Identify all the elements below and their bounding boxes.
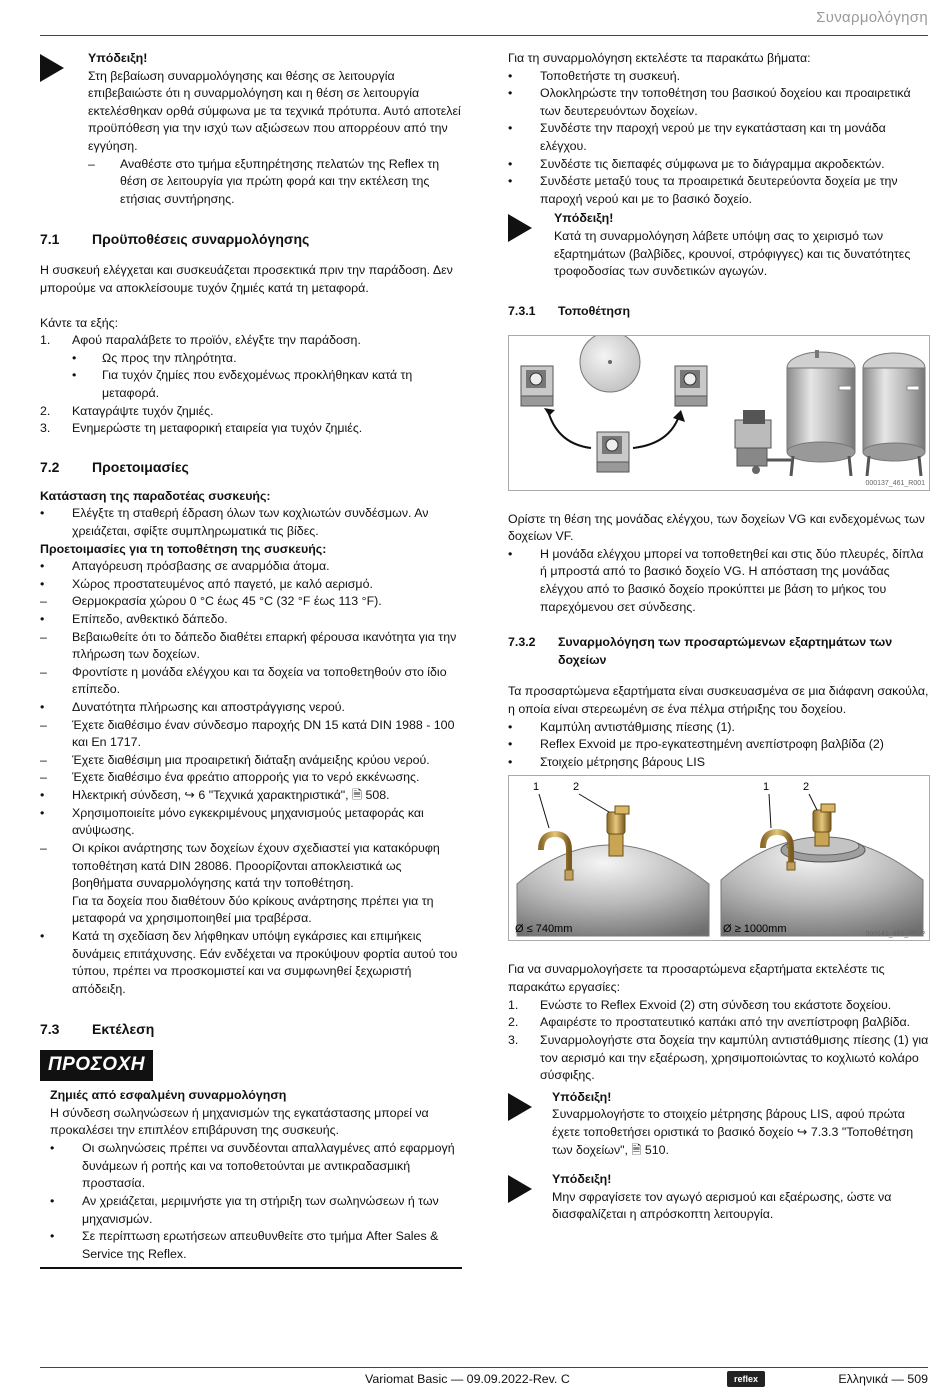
placement-text: Ορίστε τη θέση της μονάδας ελέγχου, των δοχείων VG και ενδεχομένως των δοχείων VF. — [508, 511, 925, 544]
list-item — [508, 1032, 930, 1085]
list-item: • Αν χρειάζεται, μεριμνήστε για τη στήριξη των σωληνώσεων ή των μηχανισμών. — [50, 1193, 462, 1228]
list-item: – Βεβαιωθείτε ότι το δάπεδο διαθέτει επαρκή φέρουσα ικανότητα για την πλήρωση των δοχείων. — [40, 629, 462, 664]
prep-heading: Προετοιμασίες για τη τοποθέτηση της συσκευής: — [40, 541, 327, 556]
diameter-small-label: Ø ≤ 740mm — [515, 923, 573, 936]
note-text[interactable]: Συναρμολογήστε το στοιχείο μέτρησης βάρους LIS, αφού πρώτα έχετε τοποθετήσει οριστικά το βασικό δοχείο ↪ 7.3.3 "Τοποθέτηση των δοχείων", 🗎 510. — [552, 1107, 914, 1157]
list-item — [508, 1014, 930, 1032]
right-column — [508, 50, 930, 1224]
section-number: 7.1 — [40, 231, 60, 248]
list-item — [40, 420, 462, 438]
section-number: 7.3 — [40, 1021, 60, 1038]
leader-line — [539, 794, 549, 828]
list-item: – Έχετε διαθέσιμο έναν σύνδεσμο παροχής DN 15 κατά DIN 1988 - 100 και En 1717. — [40, 717, 462, 752]
note-title: Υπόδειξη! — [552, 1172, 612, 1187]
list-item: • Οι σωληνώσεις πρέπει να συνδέονται απαλλαγμένες από εφαρμογή δυνάμεων ή ροπής και να τοποθετούνται με αντικραδασμική προστασία. — [50, 1140, 462, 1193]
list-item: • Ελέγξτε τη σταθερή έδραση όλων των κοχλιωτών συνδέσμων. Αν χρειάζεται, σφίξτε συμπληρωματικά τις βίδες. — [40, 505, 462, 540]
list-item: • Δυνατότητα πλήρωσης και αποστράγγισης νερού. — [40, 699, 462, 717]
page-header — [0, 0, 950, 36]
list-item: • Reflex Exvoid με προ-εγκατεστημένη ανεπίστροφη βαλβίδα (2) — [508, 736, 930, 754]
list-item: • Για τυχόν ζημίες που ενδεχομένως προκλήθηκαν κατά τη μεταφορά. — [40, 367, 462, 402]
list-item: • Επίπεδο, ανθεκτικό δάπεδο. — [40, 611, 462, 629]
header-rule — [40, 35, 928, 36]
footer-rule — [40, 1367, 928, 1368]
reflex-logo: reflex — [727, 1371, 765, 1387]
note-text: Μην σφραγίσετε τον αγωγό αερισμού και εξαέρωσης, ώστε να διασφαλίζεται η απρόσκοπτη λειτουργία. — [552, 1189, 892, 1222]
step-text: Συναρμολογήστε στα δοχεία την καμπύλη αντιστάθμισης πίεσης (1) για τον αερισμό και την εξαέρωση, χρησιμοποιώντας το κοχλιωτό κολάρο σύσφιξης. — [540, 1032, 929, 1083]
leader-line — [769, 794, 771, 828]
header-section-title: Συναρμολόγηση — [816, 9, 928, 26]
list-item: • Κατά τη σχεδίαση δεν λήφθηκαν υπόψη εγκάρσιες και επιμήκεις δυνάμεις επιτάχυνσης. Εάν ενδέχεται να προκύψουν φορτία αυτού του τύπου, πρέπει να προσκομιστεί και να συμφωνηθεί ξεχωριστή απόδειξη. — [40, 928, 462, 998]
list-item: • Συνδέστε μεταξύ τους τα προαιρετικά δευτερεύοντα δοχεία με την παροχή νερού και με το βασικό δοχείο. — [508, 173, 930, 208]
vessel-vg — [787, 350, 855, 476]
section-7-3-heading — [40, 1020, 462, 1040]
step-text: Αφού παραλάβετε το προϊόν, ελέγξτε την παράδοση. — [72, 333, 361, 348]
note-arrow-icon — [508, 214, 532, 242]
electrical-link-item[interactable]: • Ηλεκτρική σύνδεση, ↪ 6 "Τεχνικά χαρακτηριστικά", 🗎 508. — [40, 787, 462, 805]
steps-intro: Για τη συναρμολόγηση εκτελέστε τα παρακάτω βήματα: — [508, 51, 811, 65]
section-number: 7.2 — [40, 458, 60, 475]
list-item: • Συνδέστε τις διεπαφές σύμφωνα με το διάγραμμα ακροδεκτών. — [508, 156, 930, 174]
vessel-vf — [863, 353, 925, 476]
section-number: 7.3.1 — [508, 303, 536, 318]
list-item: • Καμπύλη αντιστάθμισης πίεσης (1). — [508, 719, 930, 737]
placement-illustration — [509, 336, 929, 490]
control-unit-front — [597, 432, 629, 472]
list-item: – Έχετε διαθέσιμο ένα φρεάτιο απορροής για το νερό εκκένωσης. — [40, 769, 462, 787]
work-intro: Για να συναρμολογήσετε τα προσαρτώμενα εξαρτήματα εκτελέστε τις παρακάτω εργασίες: — [508, 962, 885, 995]
attachments-figure — [508, 775, 930, 941]
note-text: Στη βεβαίωση συναρμολόγησης και θέσης σε λειτουργία επιβεβαιώστε ότι η συναρμολόγηση και η θέση σε λειτουργία εκτελέσθηκαν ορθά σύμφωνα με τα τεχνικά πρότυπα. Αυτό αποτελεί προϋπόθεση για την ισχύ των αξιώσεων που απορρέουν από την εγγύηση. — [88, 68, 461, 154]
placement-arrow — [633, 416, 679, 448]
list-item: • Χρησιμοποιείτε μόνο εγκεκριμένους μηχανισμούς μεταφοράς και ανύψωσης. — [40, 805, 462, 840]
section-7-1-heading — [40, 230, 462, 250]
figure-code: 000141_461_R00? — [865, 930, 925, 938]
step-number: 3. — [508, 1032, 519, 1047]
traverse-note: Για τα δοχεία που διαθέτουν δύο κρίκους ανάρτησης πρέπει για τη μεταφορά να χρησιμοποιηθεί μια τραβέρσα. — [72, 893, 434, 926]
callout-2: 2 — [573, 781, 580, 794]
note-dash-item: – Αναθέστε στο τμήμα εξυπηρέτησης πελατών της Reflex τη θέση σε λειτουργία για πρώτη φορά και την εκτέλεση της ετήσιας συντήρησης. — [88, 156, 462, 209]
step-text: Ενημερώστε τη μεταφορική εταιρεία για τυχόν ζημιές. — [72, 421, 363, 436]
list-item: • Συνδέστε την παροχή νερού με την εγκατάσταση και τη μονάδα ελέγχου. — [508, 120, 930, 155]
note-2 — [508, 210, 930, 280]
list-item: • Τοποθετήστε τη συσκευή. — [508, 68, 930, 86]
note-text: Κατά τη συναρμολόγηση λάβετε υπόψη σας το χειρισμό των εξαρτημάτων (βαλβίδες, κρουνοί, στρόφιγγες) και τις δυνατότητες τροφοδοσίας των συνδετικών αγωγών. — [554, 229, 911, 279]
section-title: Προετοιμασίες — [92, 458, 189, 475]
section-title: Τοποθέτηση — [558, 303, 631, 318]
placement-arrow — [549, 414, 591, 448]
section-7-2-heading — [40, 458, 462, 478]
attachments-illustration — [509, 776, 929, 940]
list-item: – Θερμοκρασία χώρου 0 °C έως 45 °C (32 °F έως 113 °F). — [40, 593, 462, 611]
callout-1: 1 — [763, 781, 770, 794]
note-title: Υπόδειξη! — [554, 211, 614, 226]
note-arrow-icon — [40, 54, 64, 82]
note-title: Υπόδειξη! — [552, 1089, 612, 1104]
placement-figure — [508, 335, 930, 491]
leader-line — [579, 794, 609, 812]
s71-do: Κάντε τα εξής: — [40, 315, 119, 330]
control-unit-right — [675, 366, 707, 406]
note-arrow-icon — [508, 1093, 532, 1121]
delivered-heading: Κατάσταση της παραδοτέας συσκευής: — [40, 488, 271, 503]
list-item: • Ολοκληρώστε την τοποθέτηση του βασικού δοχείου και προαιρετικά των δευτερευόντων δοχείων. — [508, 85, 930, 120]
footer-page-number: Ελληνικά — 509 — [838, 1372, 928, 1386]
step-number: 3. — [40, 421, 51, 436]
section-title: Προϋποθέσεις συναρμολόγησης — [92, 231, 310, 248]
figure-code: 000137_461_R001 — [865, 479, 925, 487]
section-number: 7.3.2 — [508, 635, 536, 650]
footer-document-info: Variomat Basic — 09.09.2022-Rev. C — [365, 1372, 570, 1386]
attachments-text: Τα προσαρτώμενα εξαρτήματα είναι συσκευασμένα σε μια διάφανη σακούλα, η οποία είναι στερεωμένη σε ένα πέλμα στήριξης του δοχείου. — [508, 684, 929, 717]
caution-heading: Ζημιές από εσφαλμένη συναρμολόγηση — [50, 1088, 287, 1103]
list-item — [40, 332, 462, 350]
list-item: • Στοιχείο μέτρησης βάρους LIS — [508, 754, 930, 772]
step-text: Καταγράψτε τυχόν ζημιές. — [72, 403, 214, 418]
note-title: Υπόδειξη! — [88, 51, 148, 65]
list-item: – Έχετε διαθέσιμη μια προαιρετική διάταξη ανάμειξης κρύου νερού. — [40, 752, 462, 770]
list-item: – Οι κρίκοι ανάρτησης των δοχείων έχουν σχεδιαστεί για κατακόρυφη τοποθέτηση κατά DIN 28086. Προορίζονται αποκλειστικά ως βοηθήματα συναρμολόγησης κατά την τοποθέτηση. — [40, 840, 462, 893]
section-7-3-2-heading — [508, 634, 930, 669]
note-arrow-icon — [508, 1175, 532, 1203]
s71-steps — [40, 332, 462, 350]
caution-label: ΠΡΟΣΟΧΗ — [40, 1050, 153, 1081]
list-item: • Χώρος προστατευμένος από παγετό, με καλό αερισμό. — [40, 576, 462, 594]
section-7-3-1-heading — [508, 303, 930, 321]
list-item: • Ως προς την πληρότητα. — [40, 350, 462, 368]
list-item — [508, 997, 930, 1015]
list-item: • Η μονάδα ελέγχου μπορεί να τοποθετηθεί και στις δύο πλευρές, δίπλα ή μπροστά από το βασικό δοχείο VG. Η απόσταση της μονάδας ελέγχου από το βασικό δοχείο προκύπτει με βάση το μήκος του παρεχόμενου σετ σύνδεσης. — [508, 546, 930, 616]
note-3 — [508, 1089, 930, 1159]
callout-1: 1 — [533, 781, 540, 794]
section-title: Εκτέλεση — [92, 1021, 155, 1038]
callout-2: 2 — [803, 781, 810, 794]
note-1 — [40, 50, 462, 208]
step-number: 1. — [40, 333, 51, 348]
list-item: – Φροντίστε η μονάδα ελέγχου και τα δοχεία να τοποθετηθούν στο ίδιο επίπεδο. — [40, 664, 462, 699]
list-item: • Σε περίπτωση ερωτήσεων απευθυνθείτε στο τμήμα After Sales & Service της Reflex. — [50, 1228, 462, 1263]
diameter-large-label: Ø ≥ 1000mm — [723, 923, 787, 936]
control-unit-3d — [735, 410, 791, 474]
note-4 — [508, 1171, 930, 1224]
leader-line — [809, 794, 817, 810]
step-text: Αφαιρέστε το προστατευτικό καπάκι από την ανεπίστροφη βαλβίδα. — [540, 1015, 911, 1030]
step-number: 2. — [40, 403, 51, 418]
caution-text: Η σύνδεση σωληνώσεων ή μηχανισμών της εγκατάστασης μπορεί να προκαλέσει την επιπλέον επιβάρυνση της συσκευής. — [50, 1105, 429, 1138]
left-column — [40, 50, 462, 1269]
s71-intro: Η συσκευή ελέγχεται και συσκευάζεται προσεκτικά πριν την παράδοση. Δεν μπορούμε να αποκλείσουμε τυχόν ζημιές κατά τη μεταφορά. — [40, 263, 453, 295]
list-item — [40, 403, 462, 421]
caution-box — [40, 1050, 462, 1269]
section-title: Συναρμολόγηση των προσαρτώμενων εξαρτημάτων των δοχείων — [558, 635, 893, 667]
step-number: 2. — [508, 1015, 519, 1030]
list-item: • Απαγόρευση πρόσβασης σε αναρμόδια άτομα. — [40, 558, 462, 576]
step-text: Ενώστε το Reflex Exvoid (2) στη σύνδεση του εκάστοτε δοχείου. — [540, 997, 892, 1012]
control-unit-left — [521, 366, 553, 406]
step-number: 1. — [508, 997, 519, 1012]
